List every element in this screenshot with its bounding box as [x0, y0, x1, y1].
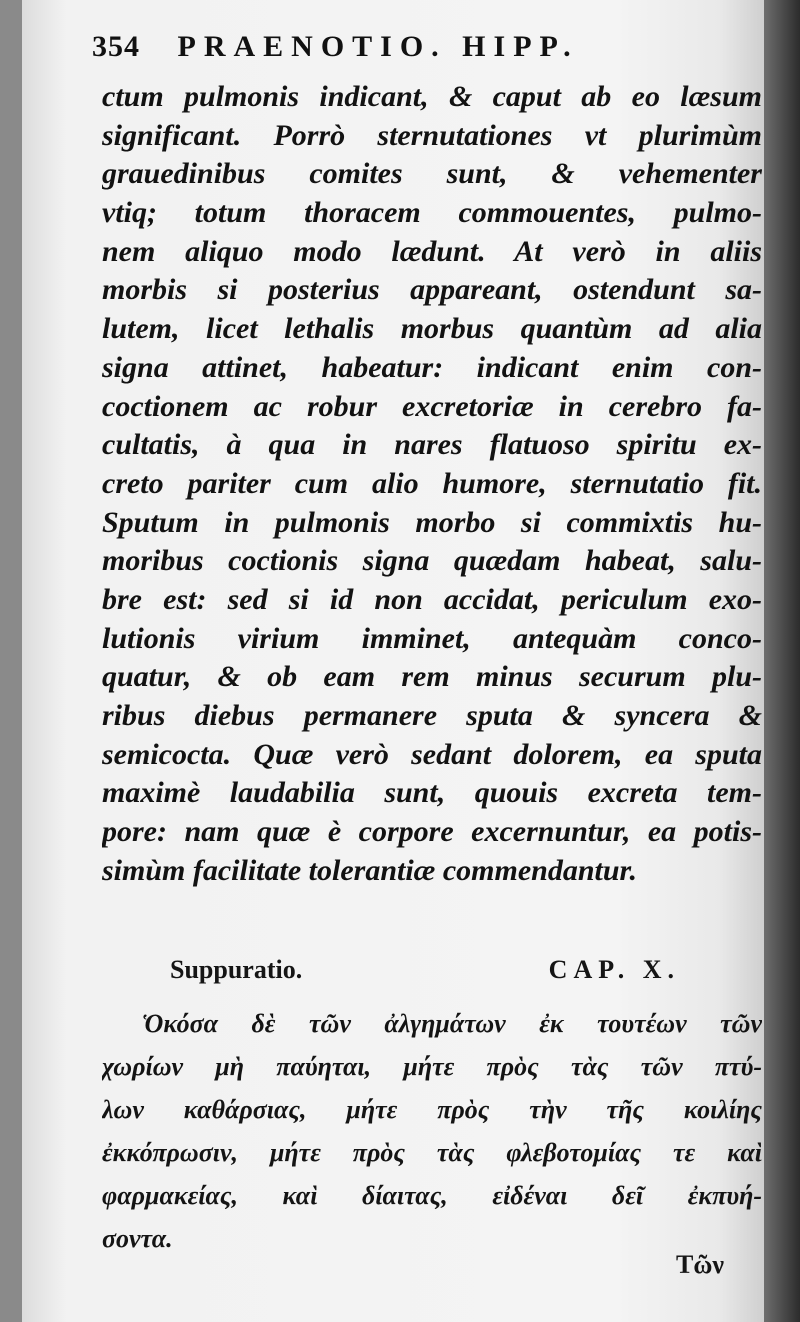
text-line: maximè laudabilia sunt, quouis excreta tem- [102, 776, 762, 810]
text-line: bre est: sed si id non accidat, periculum exo- [102, 582, 762, 616]
running-header [92, 30, 712, 64]
text-line: simùm facilitate tolerantiæ commendantur. [102, 853, 638, 887]
text-line: grauedinibus comites sunt, & vehementer [102, 157, 762, 191]
text-line: ctum pulmonis indicant, & caput ab eo læsum [102, 80, 762, 113]
text-line: cultatis, à qua in nares flatuoso spiritu ex- [102, 428, 762, 462]
text-line: quatur, & ob eam rem minus securum plu- [102, 660, 762, 694]
latin-body-text [102, 78, 762, 890]
greek-line: φαρμακείας, καὶ δίαιτας, εἰδέναι δεῖ ἐκπυή- [102, 1181, 762, 1210]
chapter-number: CAP. X. [548, 955, 680, 984]
text-line: signa attinet, habeatur: indicant enim con- [102, 350, 762, 384]
text-line: vtiq; totum thoracem commouentes, pulmo- [102, 196, 762, 230]
greek-line: λων καθάρσιας, μήτε πρὸς τὴν τῆς κοιλίης [102, 1095, 762, 1124]
bleed-through-text [462, 905, 469, 935]
greek-line: ἐκκόπρωσιν, μήτε πρὸς τὰς φλεβοτομίας τε καὶ [102, 1138, 762, 1167]
running-title: PRAENOTIO. HIPP. [177, 30, 579, 63]
text-line: Sputum in pulmonis morbo si commixtis hu- [102, 505, 762, 539]
greek-line: Ὁκόσα δὲ τῶν ἀλγημάτων ἐκ τουτέων τῶν [142, 1009, 762, 1038]
text-line: coctionem ac robur excretoriæ in cerebro fa- [102, 389, 762, 423]
page-edge-shadow [764, 0, 800, 1322]
book-page [22, 0, 764, 1322]
text-line: ribus diebus permanere sputa & syncera & [102, 699, 762, 732]
greek-body-text [102, 1002, 762, 1260]
text-line: nem aliquo modo lædunt. At verò in aliis [102, 234, 762, 268]
text-line: pore: nam quæ è corpore excernuntur, ea potis- [102, 815, 762, 849]
text-line: semicocta. Quæ verò sedant dolorem, ea sputa [102, 737, 762, 771]
catchword: Τῶν [676, 1250, 724, 1279]
greek-line: χωρίων μὴ παύηται, μήτε πρὸς τὰς τῶν πτύ- [102, 1052, 762, 1081]
text-line: creto pariter cum alio humore, sternutatio fit. [102, 466, 762, 500]
chapter-title: Suppuratio. [170, 955, 303, 984]
text-line: moribus coctionis signa quædam habeat, salu- [102, 544, 762, 578]
page-number: 354 [92, 30, 140, 63]
greek-line: σοντα. [102, 1224, 173, 1253]
chapter-heading [170, 955, 680, 989]
text-line: lutem, licet lethalis morbus quantùm ad alia [102, 312, 762, 346]
text-line: morbis si posterius appareant, ostendunt sa- [102, 273, 762, 307]
text-line: lutionis virium imminet, antequàm conco- [102, 621, 762, 655]
text-line: significant. Porrò sternutationes vt plurimùm [102, 118, 762, 152]
